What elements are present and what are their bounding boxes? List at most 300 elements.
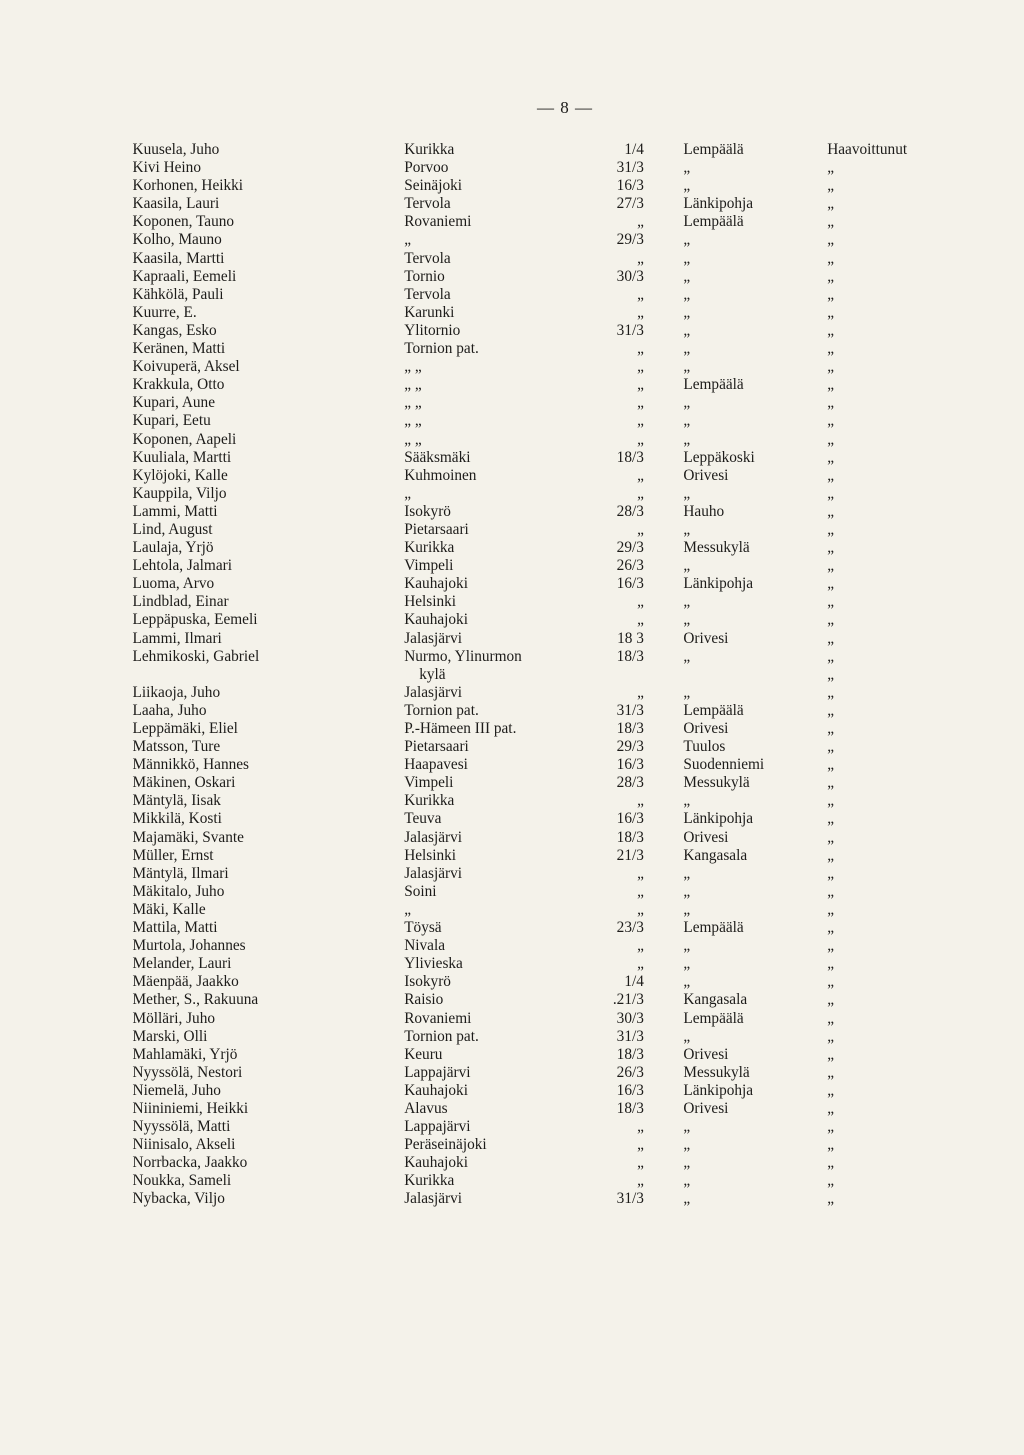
status: Haavoittunut (827, 139, 908, 158)
status: „ (827, 880, 835, 900)
date: 18/3 (616, 446, 644, 466)
home-place: Tervola (404, 247, 451, 267)
home-place: Raisio (404, 989, 444, 1009)
date: „ (637, 356, 644, 376)
table-row (0, 556, 963, 574)
destination: „ (683, 392, 691, 412)
date: 16/3 (616, 1079, 644, 1099)
home-place: Jalasjärvi (404, 826, 462, 846)
date: 27/3 (616, 193, 644, 213)
home-place: kylä (419, 663, 446, 683)
date: „ (637, 1152, 644, 1172)
home-place: Kurikka (404, 1170, 455, 1190)
person-name: Kaasila, Lauri (132, 193, 220, 213)
person-name: Lammi, Ilmari (132, 627, 222, 647)
status: „ (827, 645, 835, 665)
person-name: Mether, S., Rakuuna (132, 989, 259, 1009)
date: 31/3 (616, 699, 644, 719)
person-name: Luoma, Arvo (132, 573, 215, 593)
destination: Suodenniemi (683, 754, 765, 774)
home-place: Helsinki (404, 844, 457, 864)
person-name: Koivuperä, Aksel (132, 356, 240, 376)
person-name: Kylöjoki, Kalle (132, 464, 228, 484)
person-name: Müller, Ernst (132, 844, 214, 864)
person-name: Keränen, Matti (132, 338, 226, 358)
table-row (0, 1171, 963, 1189)
destination: Länkipohja (683, 193, 754, 213)
destination: Tuulos (683, 736, 726, 756)
date: 16/3 (616, 808, 644, 828)
person-name: Nyyssölä, Nestori (132, 1061, 243, 1081)
person-name: Kangas, Esko (132, 319, 217, 339)
table-row (0, 375, 963, 393)
status: „ (827, 862, 835, 882)
status: „ (827, 844, 835, 864)
table-row (0, 828, 963, 846)
destination: Lempäälä (683, 211, 744, 231)
person-name: Leppäpuska, Eemeli (132, 609, 258, 629)
destination: Messukylä (683, 772, 750, 792)
person-name: Mäki, Kalle (132, 898, 206, 918)
destination: Messukylä (683, 537, 750, 557)
status: „ (827, 1025, 835, 1045)
home-place: Isokyrö (404, 500, 451, 520)
table-row (0, 321, 963, 339)
home-place: Kuhmoinen (404, 464, 477, 484)
home-place: Jalasjärvi (404, 1188, 462, 1208)
person-name: Mäenpää, Jaakko (132, 971, 239, 991)
date: 18 3 (617, 627, 644, 647)
person-name: Lind, August (132, 518, 213, 538)
person-name: Mäkitalo, Juho (132, 880, 225, 900)
home-place: Jalasjärvi (404, 627, 462, 647)
table-row (0, 864, 963, 882)
status: „ (827, 718, 835, 737)
destination: „ (683, 428, 691, 448)
table-row (0, 1153, 963, 1171)
person-name: Kaasila, Martti (132, 247, 225, 267)
status: „ (827, 518, 835, 538)
person-name: Laaha, Juho (132, 699, 207, 719)
status: „ (827, 193, 835, 213)
date: 28/3 (616, 500, 644, 520)
table-row (0, 918, 963, 936)
date: „ (637, 591, 644, 611)
home-place: „ „ (404, 356, 422, 376)
table-row (0, 176, 963, 194)
table-row (0, 1063, 963, 1081)
status: „ (827, 1007, 835, 1027)
destination: Hauho (683, 500, 725, 520)
person-name: Mahlamäki, Yrjö (132, 1043, 238, 1063)
home-place: Peräseinäjoki (404, 1134, 487, 1154)
destination: Lempäälä (683, 139, 744, 158)
date: 26/3 (616, 1061, 644, 1081)
status: „ (827, 917, 835, 937)
date: 26/3 (616, 555, 644, 575)
table-row (0, 900, 963, 918)
roster-table (0, 140, 1024, 1208)
destination: Orivesi (683, 1043, 729, 1063)
date: 18/3 (616, 826, 644, 846)
table-row (0, 1135, 963, 1153)
person-name: Mattila, Matti (132, 917, 218, 937)
table-row (0, 230, 963, 248)
destination: Orivesi (683, 464, 729, 484)
table-row (0, 502, 963, 520)
status: „ (827, 392, 835, 412)
table-row (0, 701, 963, 719)
table-row (0, 158, 963, 176)
date: „ (637, 247, 644, 267)
status: „ (827, 1079, 835, 1099)
home-place: Ylivieska (404, 953, 463, 973)
status: „ (827, 627, 835, 647)
home-place: Sääksmäki (404, 446, 471, 466)
destination: Kangasala (683, 844, 748, 864)
status: „ (827, 537, 835, 557)
status: „ (827, 790, 835, 810)
table-row (0, 303, 963, 321)
person-name: Majamäki, Svante (132, 826, 244, 846)
destination: „ (683, 1134, 691, 1154)
home-place: Haapavesi (404, 754, 468, 774)
home-place: Alavus (404, 1097, 448, 1117)
status: „ (827, 573, 835, 593)
date: 1/4 (624, 971, 644, 991)
table-row (0, 882, 963, 900)
status: „ (827, 826, 835, 846)
home-place: Helsinki (404, 591, 457, 611)
destination: Lempäälä (683, 374, 744, 394)
destination: Messukylä (683, 1061, 750, 1081)
table-row (0, 683, 963, 701)
table-row (0, 954, 963, 972)
home-place: Nivala (404, 935, 446, 955)
status: „ (827, 971, 835, 991)
table-row (0, 430, 963, 448)
person-name: Korhonen, Heikki (132, 175, 244, 195)
status: „ (827, 229, 835, 249)
destination: „ (683, 265, 691, 285)
home-place: „ (404, 229, 412, 249)
destination: Orivesi (683, 718, 729, 737)
person-name: Lehtola, Jalmari (132, 555, 232, 575)
status: „ (827, 247, 835, 267)
table-row (0, 755, 963, 773)
status: „ (827, 736, 835, 756)
home-place: Ylitornio (404, 319, 461, 339)
table-row (0, 936, 963, 954)
table-row (0, 791, 963, 809)
date: 21/3 (616, 844, 644, 864)
date: 18/3 (616, 718, 644, 737)
person-name: Lehmikoski, Gabriel (132, 645, 260, 665)
destination: „ (683, 247, 691, 267)
destination: Länkipohja (683, 808, 754, 828)
person-name: Kauppila, Viljo (132, 482, 227, 502)
page-number: — 8 — (537, 98, 593, 117)
person-name: Mäntylä, Iisak (132, 790, 221, 810)
date: „ (637, 518, 644, 538)
person-name: Norrbacka, Jaakko (132, 1152, 248, 1172)
status: „ (827, 1097, 835, 1117)
destination: „ (683, 591, 691, 611)
status: „ (827, 1043, 835, 1063)
home-place: Isokyrö (404, 971, 451, 991)
table-row (0, 448, 963, 466)
destination: „ (683, 1116, 691, 1136)
destination: „ (683, 645, 691, 665)
table-row (0, 990, 963, 1008)
destination: „ (683, 681, 691, 701)
person-name: Kapraali, Eemeli (132, 265, 237, 285)
person-name: Kivi Heino (132, 157, 201, 177)
person-name: Koponen, Aapeli (132, 428, 237, 448)
destination: „ (683, 1170, 691, 1190)
status: „ (827, 356, 835, 376)
date: „ (637, 1134, 644, 1154)
status: „ (827, 772, 835, 792)
date: „ (637, 609, 644, 629)
table-row (0, 1099, 963, 1117)
home-place: Karunki (404, 301, 455, 321)
status: „ (827, 591, 835, 611)
person-name: Kupari, Eetu (132, 410, 211, 430)
person-name: Nyyssölä, Matti (132, 1116, 231, 1136)
destination: „ (683, 356, 691, 376)
person-name: Lammi, Matti (132, 500, 218, 520)
table-row (0, 610, 963, 628)
destination: „ (683, 1188, 691, 1208)
home-place: Keuru (404, 1043, 443, 1063)
person-name: Mäntylä, Ilmari (132, 862, 229, 882)
home-place: Jalasjärvi (404, 862, 462, 882)
date: 30/3 (616, 1007, 644, 1027)
destination: Orivesi (683, 627, 729, 647)
date: 31/3 (616, 1025, 644, 1045)
person-name: Niinisalo, Akseli (132, 1134, 236, 1154)
destination: „ (683, 157, 691, 177)
status: „ (827, 338, 835, 358)
table-row (0, 574, 963, 592)
person-name: Kuurre, E. (132, 301, 197, 321)
home-place: Pietarsaari (404, 736, 469, 756)
status: „ (827, 555, 835, 575)
date: „ (637, 428, 644, 448)
person-name: Kuusela, Juho (132, 139, 220, 158)
home-place: Tervola (404, 283, 451, 303)
destination: „ (683, 175, 691, 195)
destination: Lempäälä (683, 1007, 744, 1027)
table-row (0, 140, 963, 158)
home-place: Vimpeli (404, 772, 454, 792)
status: „ (827, 1061, 835, 1081)
date: 23/3 (616, 917, 644, 937)
destination: „ (683, 935, 691, 955)
status: „ (827, 953, 835, 973)
table-row (0, 339, 963, 357)
status: „ (827, 175, 835, 195)
date: 16/3 (616, 754, 644, 774)
date: 29/3 (616, 736, 644, 756)
date: 16/3 (616, 175, 644, 195)
status: „ (827, 157, 835, 177)
date: 18/3 (616, 1097, 644, 1117)
home-place: Nurmo, Ylinurmon (404, 645, 522, 665)
home-place: Tornion pat. (404, 338, 479, 358)
home-place: Teuva (404, 808, 442, 828)
date: 31/3 (616, 1188, 644, 1208)
date: .21/3 (612, 989, 644, 1009)
person-name: Mikkilä, Kosti (132, 808, 222, 828)
home-place: Lappajärvi (404, 1061, 471, 1081)
table-row (0, 393, 963, 411)
date: 18/3 (616, 645, 644, 665)
destination: „ (683, 410, 691, 430)
person-name: Männikkö, Hannes (132, 754, 250, 774)
status: „ (827, 374, 835, 394)
table-row (0, 267, 963, 285)
home-place: Kurikka (404, 537, 455, 557)
date: 1/4 (624, 139, 644, 158)
table-row (0, 357, 963, 375)
home-place: Tervola (404, 193, 451, 213)
date: „ (637, 482, 644, 502)
destination: „ (683, 971, 691, 991)
home-place: „ (404, 898, 412, 918)
person-name: Leppämäki, Eliel (132, 718, 238, 737)
destination: „ (683, 1025, 691, 1045)
date: „ (637, 374, 644, 394)
home-place: Kurikka (404, 790, 455, 810)
date: „ (637, 1170, 644, 1190)
destination: „ (683, 790, 691, 810)
table-row (0, 194, 963, 212)
home-place: Porvoo (404, 157, 449, 177)
person-name: Marski, Olli (132, 1025, 208, 1045)
table-row (0, 520, 963, 538)
home-place: Kauhajoki (404, 1079, 468, 1099)
home-place: Soini (404, 880, 437, 900)
table-row (0, 592, 963, 610)
home-place: Rovaniemi (404, 211, 472, 231)
date: „ (637, 935, 644, 955)
date: 31/3 (616, 157, 644, 177)
destination: „ (683, 862, 691, 882)
destination: „ (683, 338, 691, 358)
person-name: Kuuliala, Martti (132, 446, 232, 466)
person-name: Lindblad, Einar (132, 591, 229, 611)
table-row (0, 538, 963, 556)
table-row (0, 1117, 963, 1135)
home-place: Kauhajoki (404, 1152, 468, 1172)
status: „ (827, 1188, 835, 1208)
table-row (0, 809, 963, 827)
home-place: „ (404, 482, 412, 502)
destination: „ (683, 482, 691, 502)
destination: Lempäälä (683, 917, 744, 937)
home-place: Seinäjoki (404, 175, 463, 195)
status: „ (827, 663, 835, 683)
status: „ (827, 211, 835, 231)
table-row (0, 411, 963, 429)
status: „ (827, 319, 835, 339)
date: „ (637, 898, 644, 918)
status: „ (827, 989, 835, 1009)
home-place: Jalasjärvi (404, 681, 462, 701)
person-name: Melander, Lauri (132, 953, 232, 973)
date: „ (637, 1116, 644, 1136)
date: „ (637, 211, 644, 231)
destination: „ (683, 229, 691, 249)
person-name: Kupari, Aune (132, 392, 215, 412)
destination: Länkipohja (683, 1079, 754, 1099)
home-place: Rovaniemi (404, 1007, 472, 1027)
status: „ (827, 808, 835, 828)
status: „ (827, 446, 835, 466)
home-place: P.-Hämeen III pat. (404, 718, 517, 737)
table-row (0, 1045, 963, 1063)
table-row (0, 484, 963, 502)
status: „ (827, 464, 835, 484)
home-place: Pietarsaari (404, 518, 469, 538)
status: „ (827, 1116, 835, 1136)
home-place: „ „ (404, 374, 422, 394)
destination: „ (683, 1152, 691, 1172)
home-place: Töysä (404, 917, 442, 937)
home-place: „ „ (404, 392, 422, 412)
date: 31/3 (616, 319, 644, 339)
home-place: „ „ (404, 428, 422, 448)
person-name: Kolho, Mauno (132, 229, 222, 249)
person-name: Noukka, Sameli (132, 1170, 232, 1190)
status: „ (827, 428, 835, 448)
table-row (0, 846, 963, 864)
table-row (0, 665, 963, 683)
table-row (0, 466, 963, 484)
date: „ (637, 283, 644, 303)
status: „ (827, 1170, 835, 1190)
person-name: Liikaoja, Juho (132, 681, 221, 701)
table-row (0, 972, 963, 990)
table-row (0, 737, 963, 755)
status: „ (827, 283, 835, 303)
home-place: Tornion pat. (404, 699, 479, 719)
person-name: Niemelä, Juho (132, 1079, 221, 1099)
home-place: Kauhajoki (404, 573, 468, 593)
destination: „ (683, 319, 691, 339)
date: 18/3 (616, 1043, 644, 1063)
home-place: Tornio (404, 265, 445, 285)
status: „ (827, 1134, 835, 1154)
status: „ (827, 609, 835, 629)
person-name: Murtola, Johannes (132, 935, 246, 955)
destination: Länkipohja (683, 573, 754, 593)
table-row (0, 285, 963, 303)
status: „ (827, 410, 835, 430)
person-name: Laulaja, Yrjö (132, 537, 214, 557)
destination: Orivesi (683, 1097, 729, 1117)
table-row (0, 1081, 963, 1099)
home-place: Kauhajoki (404, 609, 468, 629)
home-place: „ „ (404, 410, 422, 430)
status: „ (827, 681, 835, 701)
person-name: Matsson, Ture (132, 736, 221, 756)
date: „ (637, 953, 644, 973)
status: „ (827, 935, 835, 955)
home-place: Vimpeli (404, 555, 454, 575)
